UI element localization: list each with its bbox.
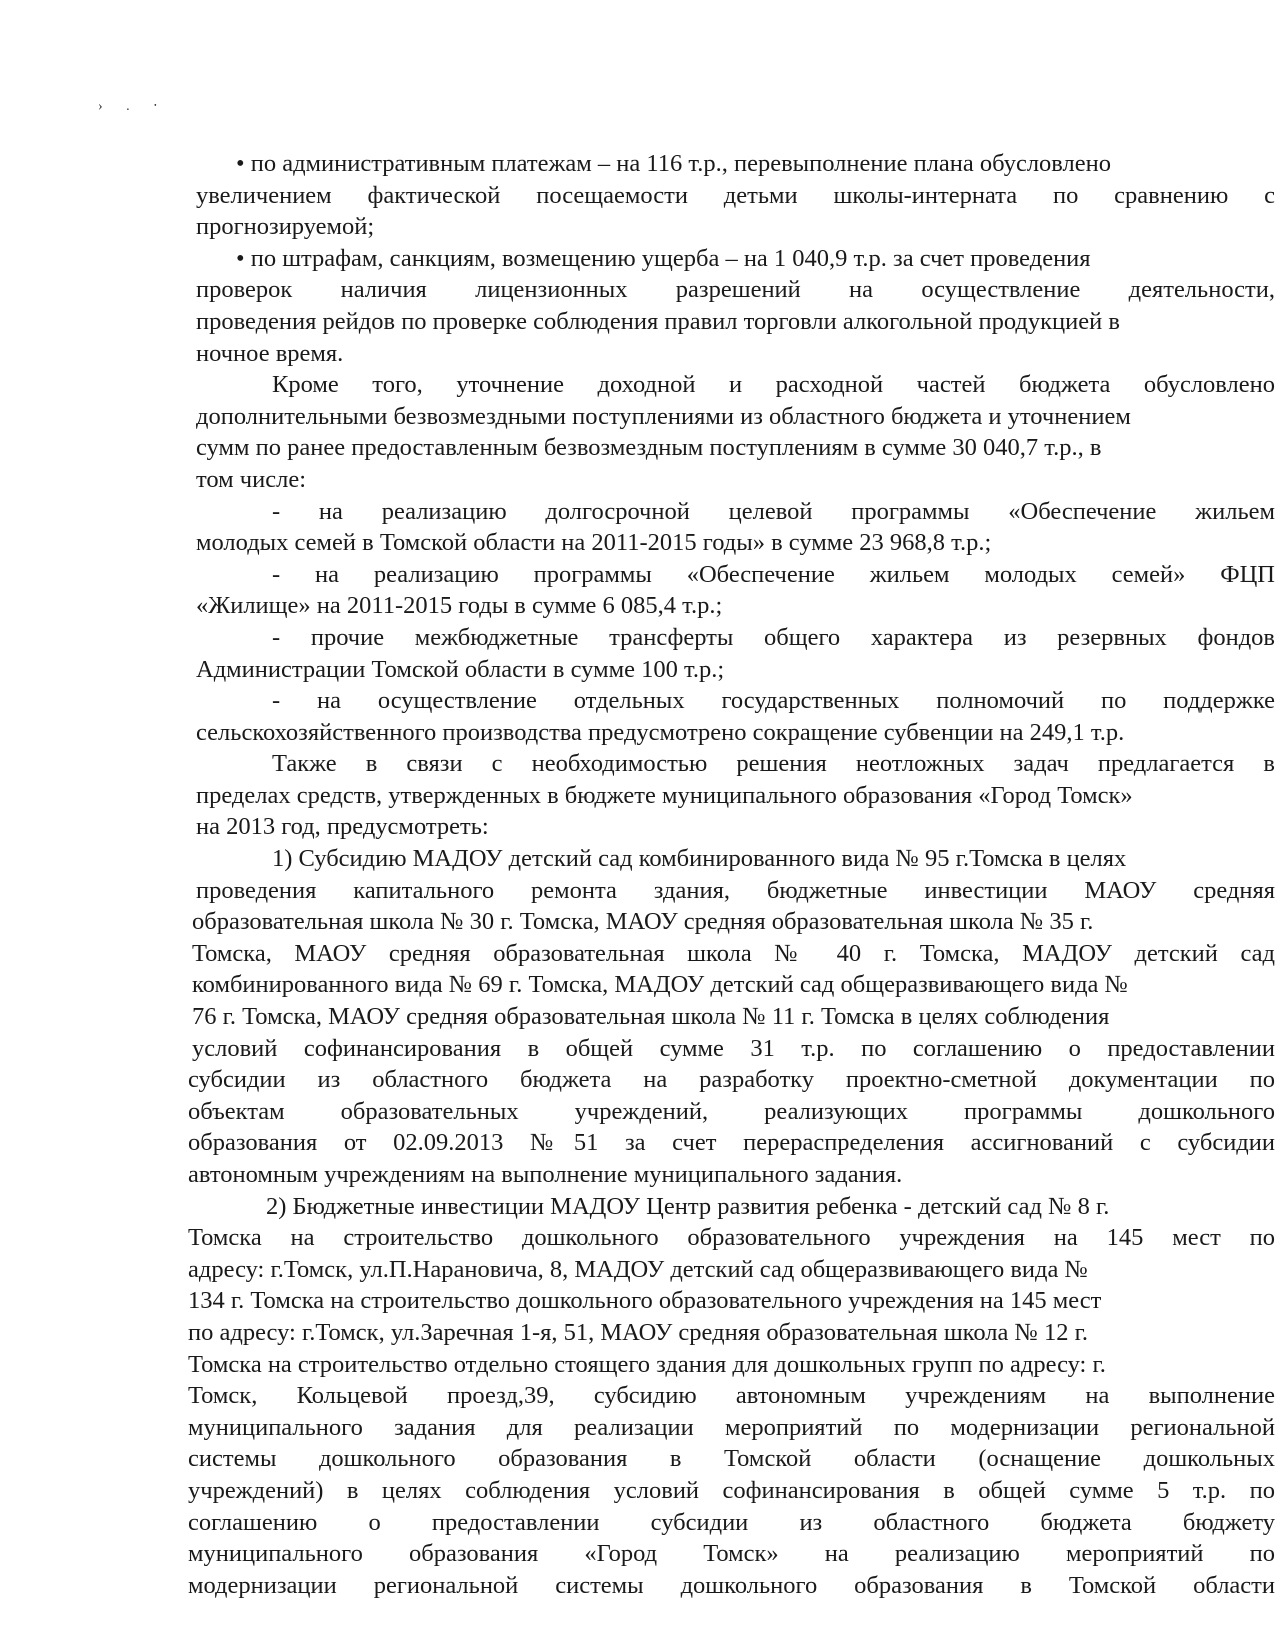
text-line: • по штрафам, санкциям, возмещению ущерба – на 1 040,9 т.р. за счет проведения (236, 244, 1091, 272)
text-line: том числе: (196, 465, 307, 493)
document-body (188, 148, 1275, 1601)
text-line: молодых семей в Томской области на 2011-2015 годы» в сумме 23 968,8 т.р.; (196, 529, 992, 557)
text-line: комбинированного вида № 69 г. Томска, МАДОУ детский сад общеразвивающего вида № (192, 971, 1128, 999)
text-line: Томска на строительство отдельно стоящего здания для дошкольных групп по адресу: г. (188, 1350, 1106, 1378)
text-line: образования от 02.09.2013 №51 за счет перераспределения ассигнований с субсидии (188, 1129, 1275, 1157)
text-line: учреждений) в целях соблюдения условий софинансирования в общей сумме 5 т.р. по (188, 1476, 1275, 1504)
text-line: образовательная школа № 30 г. Томска, МАОУ средняя образовательная школа № 35 г. (192, 908, 1094, 936)
text-line: пределах средств, утвержденных в бюджете муниципального образования «Город Томск» (196, 781, 1133, 809)
text-line: дополнительными безвозмездными поступлениями из областного бюджета и уточнением (196, 402, 1131, 430)
text-line: прогнозируемой; (196, 213, 375, 241)
text-line: Томска на строительство дошкольного образовательного учреждения на 145 мест по (188, 1224, 1275, 1252)
text-line: «Жилище» на 2011-2015 годы в сумме 6 085,4 т.р.; (196, 592, 723, 620)
text-line: ночное время. (196, 339, 344, 367)
text-line: Томск, Кольцевой проезд,39, субсидию автономным учреждениям на выполнение (188, 1382, 1275, 1410)
text-line: - на реализацию долгосрочной целевой программы «Обеспечение жильем (272, 497, 1275, 525)
text-line: - прочие межбюджетные трансферты общего характера из резервных фондов (272, 623, 1275, 651)
text-line: Администрации Томской области в сумме 100 т.р.; (196, 655, 725, 683)
text-line: объектам образовательных учреждений, реализующих программы дошкольного (188, 1097, 1275, 1125)
text-line: модернизации региональной системы дошкольного образования в Томской области (188, 1571, 1275, 1599)
text-line: Также в связи с необходимостью решения неотложных задач предлагается в (272, 750, 1275, 778)
text-line: • по административным платежам – на 116 т.р., перевыполнение плана обусловлено (236, 150, 1112, 177)
text-line: проверок наличия лицензионных разрешений на осуществление деятельности, (196, 276, 1275, 304)
text-line: муниципального образования «Город Томск» на реализацию мероприятий по (188, 1540, 1275, 1568)
text-line: - на реализацию программы «Обеспечение жильем молодых семей» ФЦП (272, 560, 1275, 588)
text-line: соглашению о предоставлении субсидии из областного бюджета бюджету (188, 1508, 1275, 1536)
text-line: по адресу: г.Томск, ул.Заречная 1-я, 51, МАОУ средняя образовательная школа № 12 г. (188, 1318, 1089, 1346)
text-line: муниципального задания для реализации мероприятий по модернизации региональной (188, 1413, 1275, 1441)
text-line: - на осуществление отдельных государственных полномочий по поддержке (272, 687, 1275, 715)
text-line: условий софинансирования в общей сумме 31 т.р. по соглашению о предоставлении (192, 1034, 1275, 1062)
text-line: адресу: г.Томск, ул.П.Нарановича, 8, МАДОУ детский сад общеразвивающего вида № (188, 1255, 1088, 1283)
text-line: проведения капитального ремонта здания, бюджетные инвестиции МАОУ средняя (196, 876, 1275, 904)
text-line: 2) Бюджетные инвестиции МАДОУ Центр развития ребенка - детский сад № 8 г. (266, 1192, 1110, 1220)
text-line: 134 г. Томска на строительство дошкольного образовательного учреждения на 145 мест (188, 1287, 1102, 1315)
text-line: увеличением фактической посещаемости детьми школы-интерната по сравнению с (196, 181, 1275, 209)
text-line: сельскохозяйственного производства предусмотрено сокращение субвенции на 249,1 т.р. (196, 718, 1125, 746)
text-line: на 2013 год, предусмотреть: (196, 813, 489, 841)
text-line: 1) Субсидию МАДОУ детский сад комбинированного вида № 95 г.Томска в целях (272, 845, 1127, 873)
text-line: 76 г. Томска, МАОУ средняя образовательная школа № 11 г. Томска в целях соблюдения (192, 1003, 1110, 1031)
text-line: Кроме того, уточнение доходной и расходной частей бюджета обусловлено (272, 371, 1275, 399)
text-line: системы дошкольного образования в Томской области (оснащение дошкольных (188, 1445, 1275, 1473)
text-line: субсидии из областного бюджета на разработку проектно-сметной документации по (188, 1066, 1275, 1094)
corner-scan-mark: › . ‧ (98, 99, 168, 114)
text-line: Томска, МАОУ средняя образовательная школа № 40 г. Томска, МАДОУ детский сад (192, 939, 1275, 967)
text-line: автономным учреждениям на выполнение муниципального задания. (188, 1161, 903, 1188)
text-line: сумм по ранее предоставленным безвозмездным поступлениям в сумме 30 040,7 т.р., в (196, 434, 1102, 462)
text-line: проведения рейдов по проверке соблюдения правил торговли алкогольной продукцией в (196, 307, 1120, 335)
